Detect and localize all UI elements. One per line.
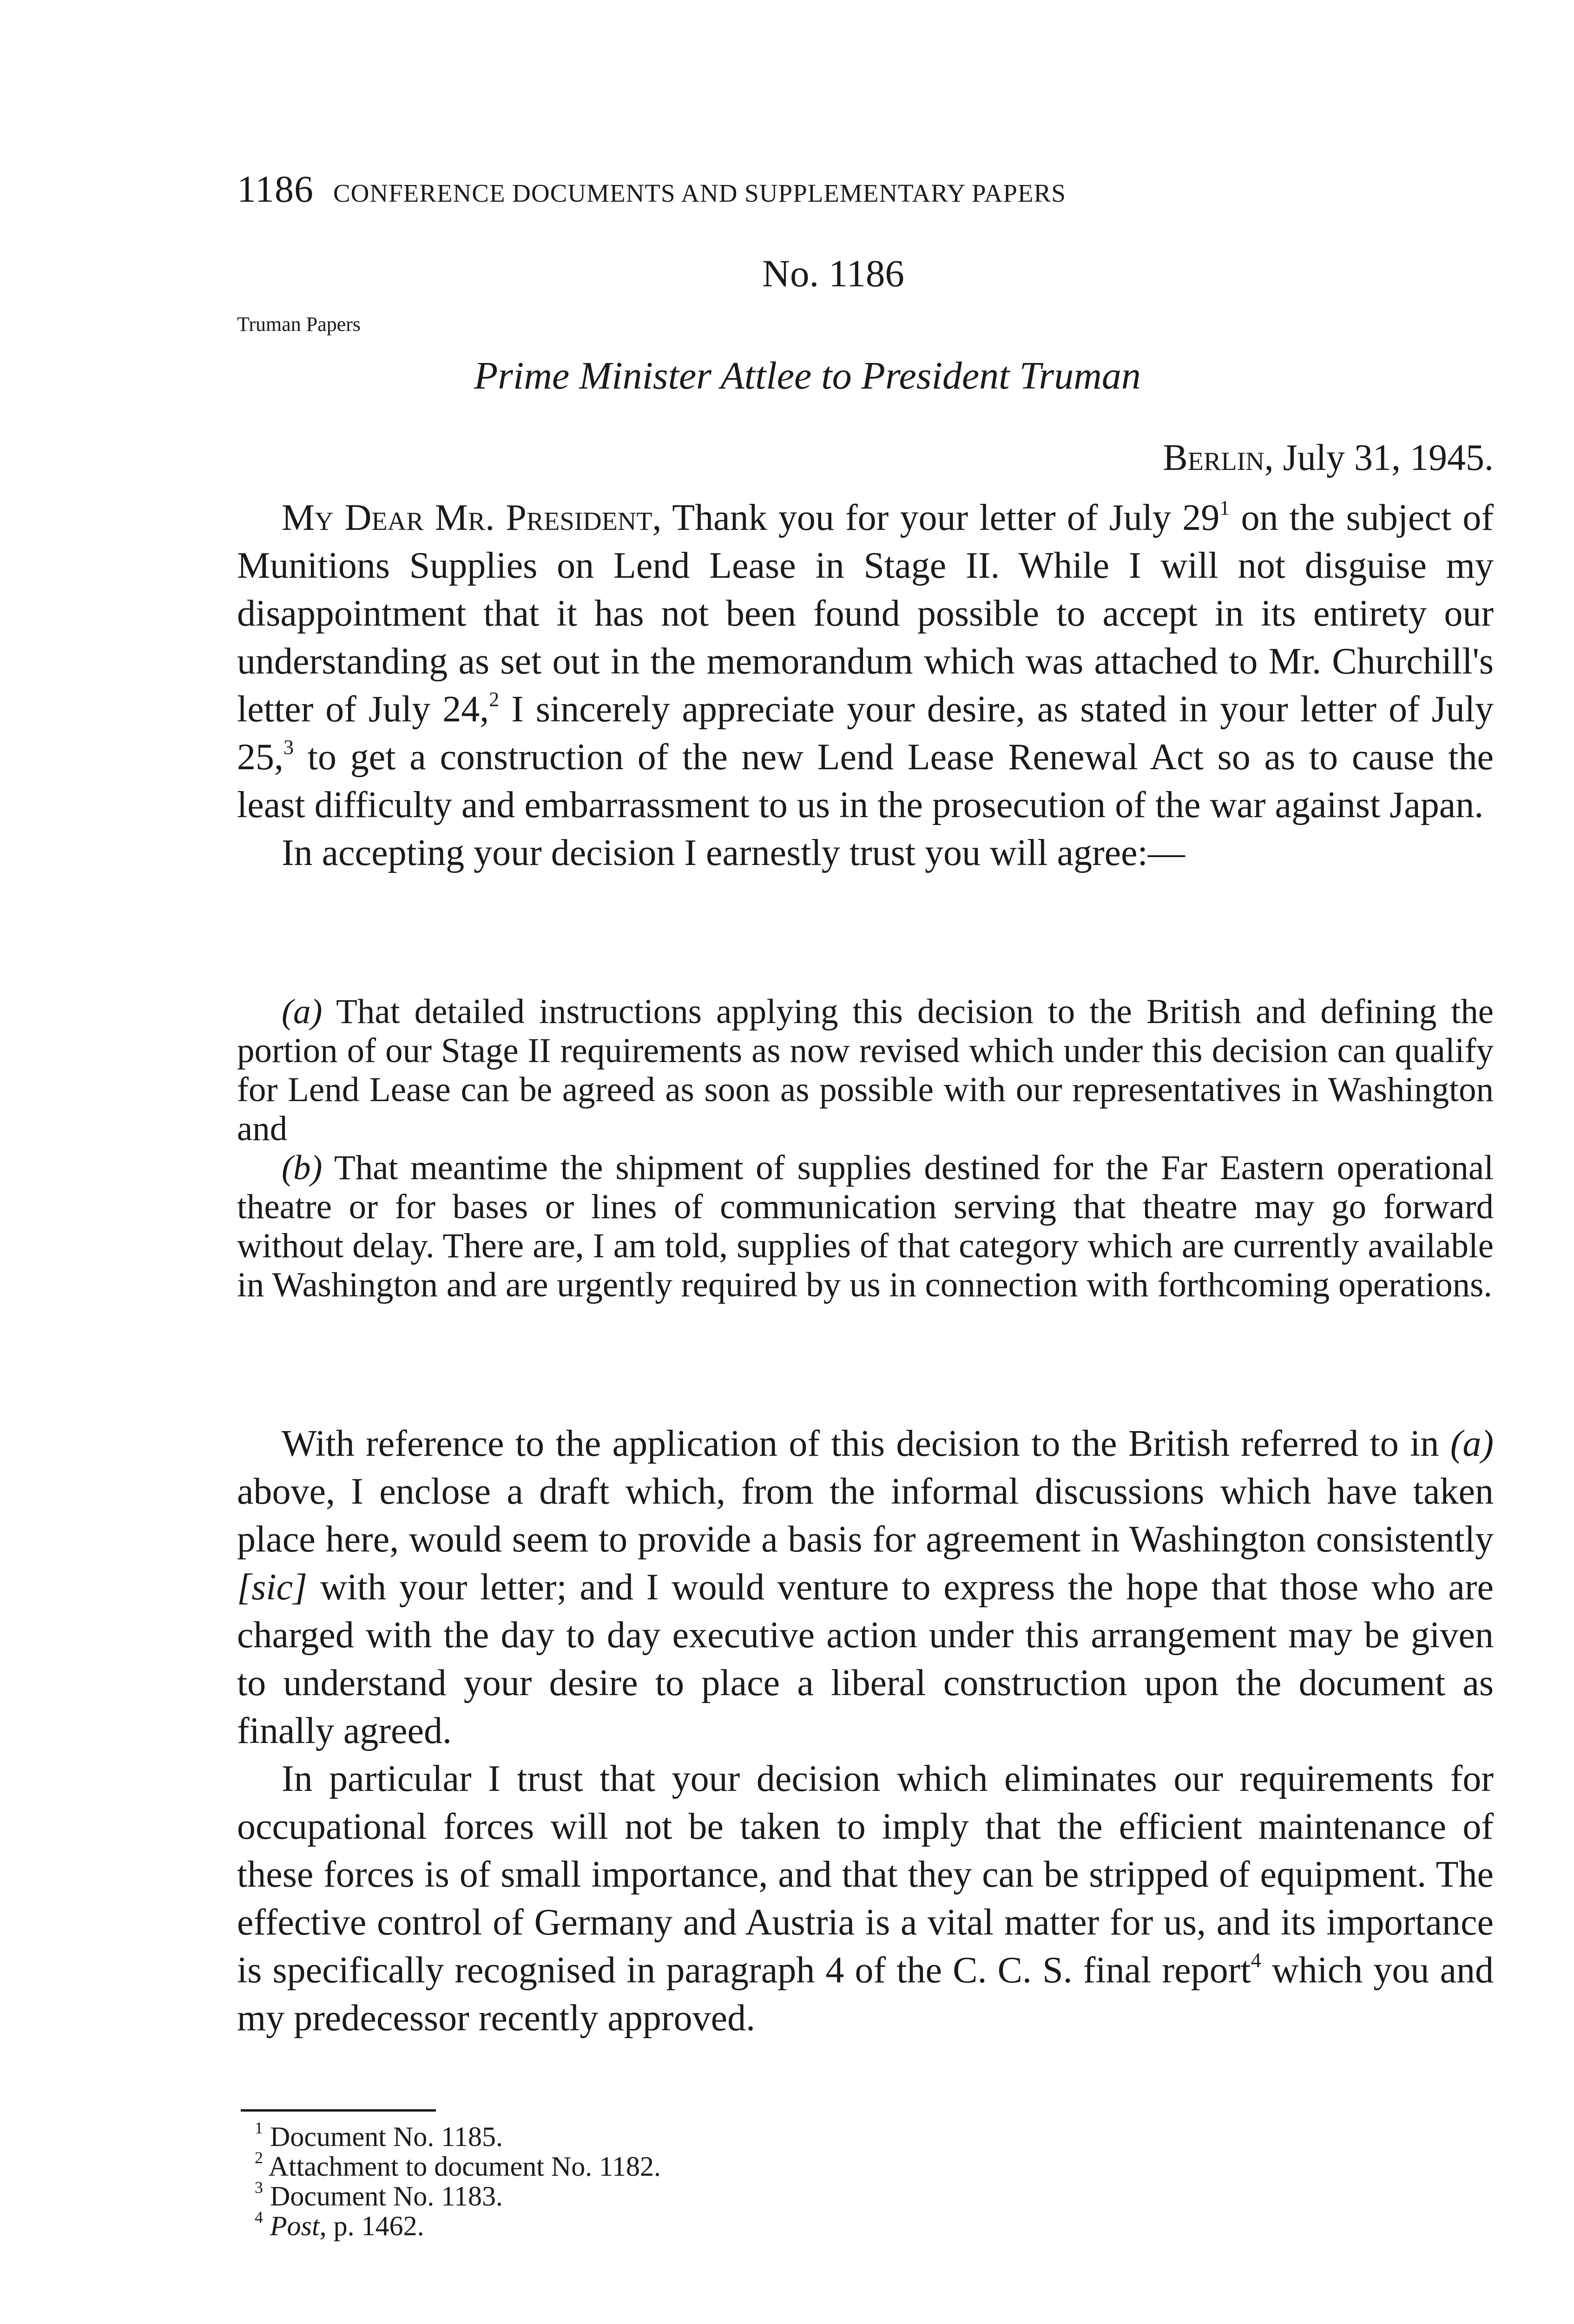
condition-a-label: (a) [282,992,323,1031]
paragraph-2: In accepting your decision I earnestly trust you will agree:— [282,832,1185,873]
document-title: Prime Minister Attlee to President Truman [474,354,1141,397]
condition-b [237,1149,1494,1305]
salutation: My Dear Mr. President, [282,497,662,538]
footnote-text: p. 1462. [326,2211,424,2241]
footnote-4 [255,2208,661,2241]
source-label: Truman Papers [237,313,361,336]
paragraph-1-text-d: to get a construction of the new Lend Lease Renewal Act so as to cause the least difficulty and embarrassment to us in the prosecution of the war against Japan. [237,737,1494,825]
footnote-divider [241,2109,436,2112]
paragraph-3-ref-a: (a) [1450,1423,1494,1464]
footnote-1 [255,2119,661,2152]
paragraph-1-text-b: on the subject of Munitions Supplies on Lend Lease in Stage II. While I will not disguise my disappointment that it has not been found possible to accept in its entirety our understanding as set out in the memorandum which was attached to Mr. Churchill's letter of July 24, [237,497,1494,730]
paragraph-4-text-a: In particular I trust that your decision which eliminates our requirements for occupational forces will not be taken to imply that the efficient maintenance of these forces is of small importance, and that they can be stripped of equipment. The effective control of Germany and Austria is a vital matter for us, and its importance is specifically recognised in paragraph 4 of the C. C. S. final report [237,1758,1494,1991]
paragraph-1-text-c: I sincerely appreciate your desire, as stated in your letter of July 25, [237,689,1494,778]
footnote-ref-4: 4 [1251,1949,1261,1972]
footnote-number: 2 [255,2148,263,2167]
letter-body-top [237,494,1494,877]
paragraph-4 [237,1755,1494,2042]
condition-b-text: That meantime the shipment of supplies destined for the Far Eastern operational theatre or for bases or lines of communication serving that theatre may go forward without delay. There are, I am told, supplies of that category which are currently available in Washington and are urgently required by us in connection with forthcoming operations. [237,1149,1494,1304]
footnote-number: 4 [255,2208,263,2226]
footnote-number: 1 [255,2119,263,2137]
footnote-ref-1: 1 [1219,496,1230,519]
running-head-title: CONFERENCE DOCUMENTS AND SUPPLEMENTARY PAPERS [333,179,1066,207]
conditions-block [237,992,1494,1305]
paragraph-1 [237,494,1494,829]
footnotes [255,2119,661,2241]
dateline-date: , July 31, 1945. [1264,437,1494,478]
condition-a [237,992,1494,1149]
footnote-number: 3 [255,2178,263,2197]
paragraph-4-text-b: which you and my predecessor recently approved. [237,1950,1494,2039]
condition-a-text: That detailed instructions applying this decision to the British and defining the portion of our Stage II requirements as now revised which under this decision can qualify for Lend Lease can be agreed as soon as possible with our representatives in Washington and [237,992,1494,1148]
paragraph-3-text-a: With reference to the application of this decision to the British referred to in [282,1423,1450,1464]
paragraph-3 [237,1420,1494,1755]
footnote-text: Attachment to document No. 1182. [268,2151,661,2182]
dateline [1163,437,1494,479]
footnote-text: Document No. 1183. [270,2181,503,2212]
footnote-3 [255,2178,661,2212]
condition-b-label: (b) [282,1149,323,1187]
letter-body-bottom [237,1420,1494,2042]
footnote-ref-2: 2 [489,688,500,711]
footnote-2 [255,2148,661,2182]
running-head [237,167,1066,211]
footnote-text-italic: Post, [270,2211,327,2241]
paragraph-3-text-c: with your letter; and I would venture to express the hope that those who are charged with the day to day executive action under this arrangement may be given to understand your desire to place a liberal construction upon the document as finally agreed. [237,1567,1494,1751]
paragraph-1-text-a: Thank you for your letter of July 29 [661,497,1220,538]
dateline-place: Berlin [1163,437,1264,478]
paragraph-3-text-b: above, I enclose a draft which, from the informal discussions which have taken place here, would seem to provide a basis for agreement in Washington consistently [237,1471,1494,1560]
footnote-text: Document No. 1185. [270,2121,503,2152]
document-number: No. 1186 [762,252,904,295]
footnote-ref-3: 3 [283,736,294,759]
sic-note: [sic] [237,1567,308,1608]
page-number: 1186 [237,168,314,210]
